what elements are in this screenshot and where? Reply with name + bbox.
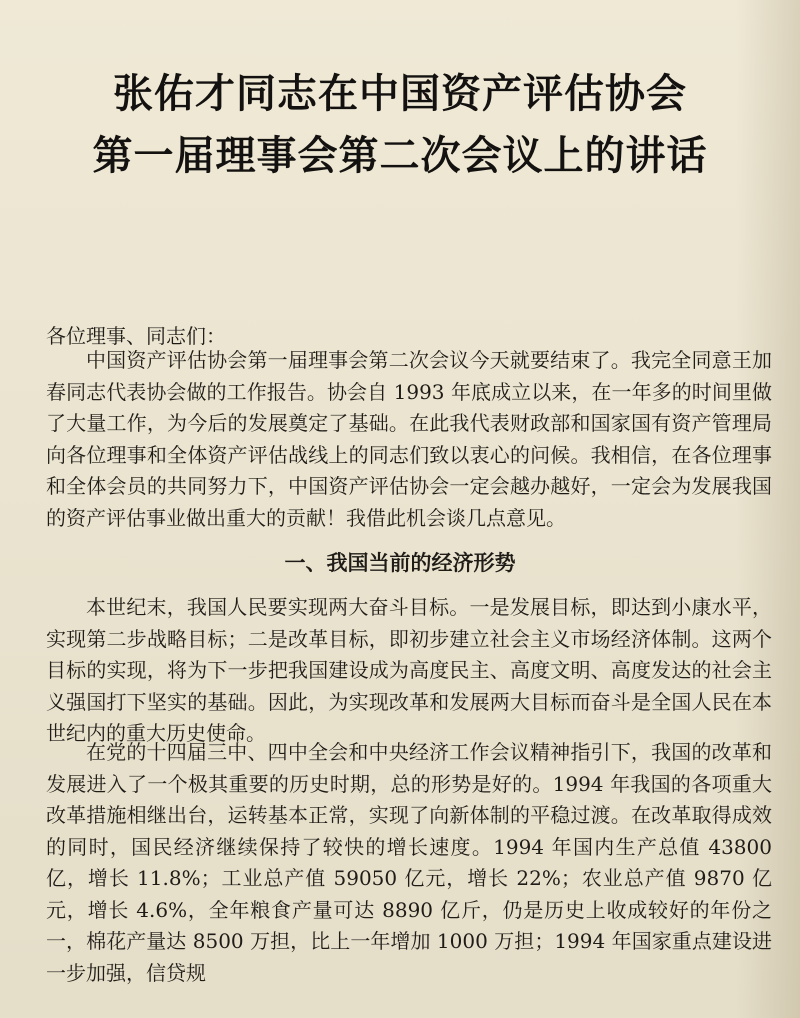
salutation: 各位理事、同志们： — [46, 324, 226, 348]
document-title-line-2: 第一届理事会第二次会议上的讲话 — [92, 133, 708, 179]
paragraph-goals: 本世纪末，我国人民要实现两大奋斗目标。一是发展目标，即达到小康水平，实现第二步战略目标；二是改革目标，即初步建立社会主义市场经济体制。这两个目标的实现，将为下一步把我国建设成为高度民主、高度文明、高度发达的社会主义强国打下坚实的基础。因此，为实现改革和发展两大目标而奋斗是全国人民在本世纪内的重大历史使命。 — [46, 595, 772, 745]
document-title-line-1: 张佑才同志在中国资产评估协会 — [113, 71, 687, 117]
section-heading: 一、我国当前的经济形势 — [284, 551, 516, 575]
paragraph-opening: 中国资产评估协会第一届理事会第二次会议今天就要结束了。我完全同意王加春同志代表协会做的工作报告。协会自 1993 年底成立以来，在一年多的时间里做了大量工作，为今后的发展奠定了基础。在此我代表财政部和国家国有资产管理局向各位理事和全体资产评估战线上的同志们致以衷心的问候。我相信，在各位理事和全体会员的共同努力下，中国资产评估协会一定会越办越好，一定会为发展我国的资产评估事业做出重大的贡献！我借此机会谈几点意见。 — [46, 348, 772, 530]
paragraph-economy: 在党的十四届三中、四中全会和中央经济工作会议精神指引下，我国的改革和发展进入了一个极其重要的历史时期，总的形势是好的。1994 年我国的各项重大改革措施相继出台，运转基本正常，实现了向新体制的平稳过渡。在改革取得成效的同时，国民经济继续保持了较快的增长速度。1994 年国内生产总值 43800 亿，增长 11.8%；工业总产值 59050 亿元，增长 22%；农业总产值 9870 亿元，增长 4.6%，全年粮食产量可达 8890 亿斤，仍是历史上收成较好的年份之一，棉花产量达 8500 万担，比上一年增加 1000 万担；1994 年国家重点建设进一步加强，信贷规 — [46, 740, 772, 985]
